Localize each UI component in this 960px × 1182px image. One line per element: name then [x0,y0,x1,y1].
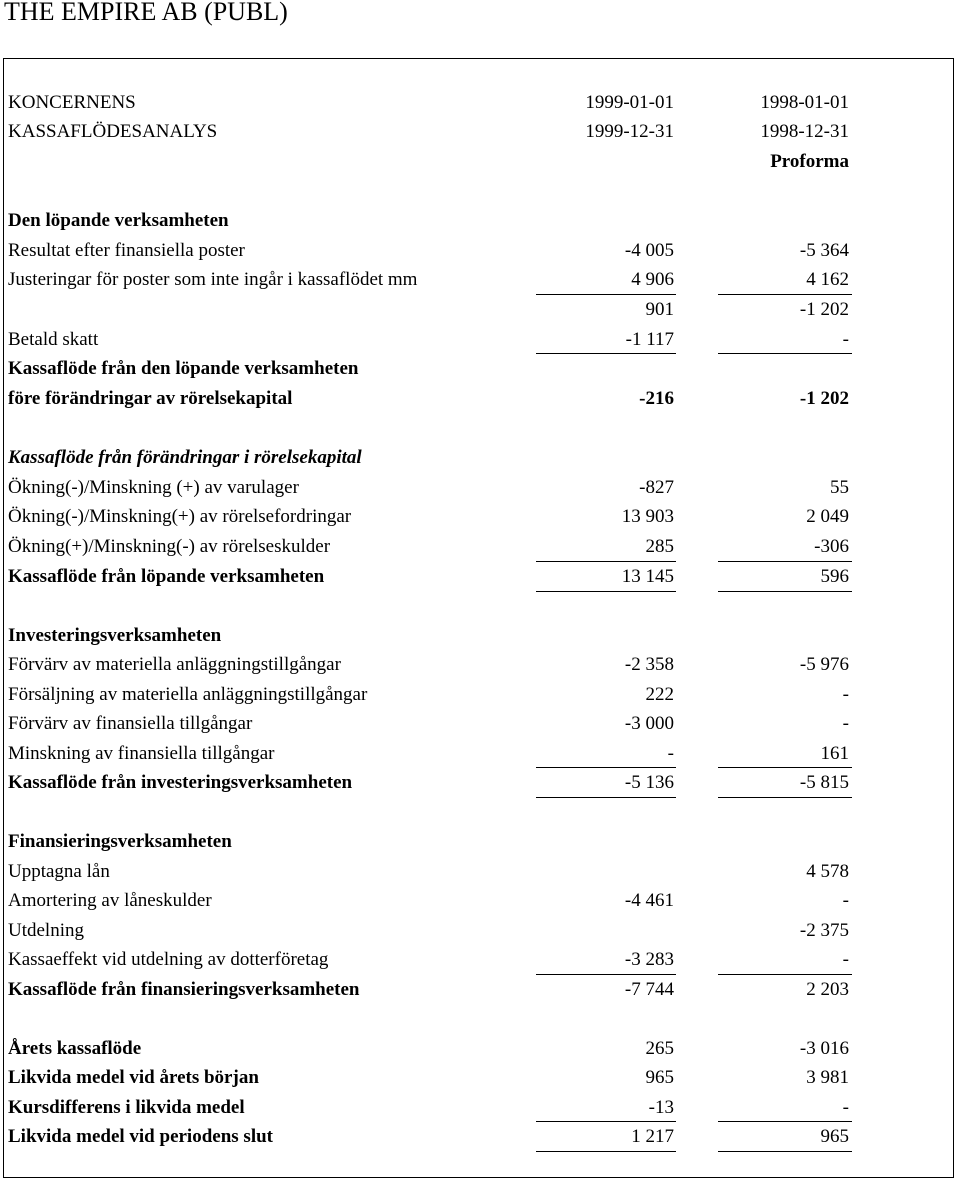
row-label: Justeringar för poster som inte ingår i kassaflödet mm [8,269,418,290]
table-row [4,857,949,887]
row-value-1999: 265 [645,1038,674,1059]
header-col2-line2: 1998-12-31 [760,121,849,142]
row-label: Finansieringsverksamheten [8,831,232,852]
table-row-total [4,768,949,798]
table-row-total [4,975,949,1005]
row-label: Ökning(+)/Minskning(-) av rörelseskulder [8,536,331,557]
underline-rule [536,974,676,975]
row-value-1999: 4 906 [631,269,674,290]
underline-rule [536,591,676,592]
underline-rule [536,561,676,562]
table-row [4,325,949,355]
row-value-1999: 965 [645,1067,674,1088]
row-label: Likvida medel vid periodens slut [8,1126,273,1147]
row-value-1999: 222 [645,684,674,705]
row-value-1999: -216 [639,388,674,409]
section-heading-operating [4,206,949,236]
row-label: Kassaflöde från den löpande verksamheten [8,358,359,379]
row-value-1999: 1 217 [631,1126,674,1147]
row-label: före förändringar av rörelsekapital [8,388,293,409]
row-value-1998: 3 981 [806,1067,849,1088]
row-value-1998: -1 202 [799,388,849,409]
row-value-1999: 13 903 [621,506,674,527]
header-row-3 [4,147,949,177]
header-row-2 [4,117,949,147]
row-value-1998: 2 049 [806,506,849,527]
table-row [4,650,949,680]
row-label: Investeringsverksamheten [8,625,222,646]
header-col1-line1: 1999-01-01 [585,92,674,113]
row-label: Kassaflöde från investeringsverksamheten [8,772,353,793]
row-value-1998: 161 [820,743,849,764]
table-row [4,945,949,975]
underline-rule [536,797,676,798]
section-heading-investing [4,621,949,651]
row-value-1999: -2 358 [624,654,674,675]
row-value-1999: -3 283 [624,949,674,970]
row-label: Förvärv av materiella anläggningstillgångar [8,654,341,675]
row-value-1998: -3 016 [799,1038,849,1059]
row-label: Ökning(-)/Minskning(+) av rörelsefordringar [8,506,352,527]
table-row [4,886,949,916]
row-value-1998: -5 815 [799,772,849,793]
row-value-1998: - [842,713,849,734]
table-row [4,265,949,295]
table-row-summary [4,1034,949,1064]
underline-rule [536,767,676,768]
underline-rule [718,591,852,592]
underline-rule [718,294,852,295]
row-value-1998: - [842,329,849,350]
row-value-1998: 596 [820,566,849,587]
header-col1-line2: 1999-12-31 [585,121,674,142]
row-label: Minskning av finansiella tillgångar [8,743,275,764]
underline-rule [718,974,852,975]
document-title: THE EMPIRE AB (PUBL) [4,0,288,26]
row-label: Kursdifferens i likvida medel [8,1097,245,1118]
row-value-1998: 4 162 [806,269,849,290]
row-label: Likvida medel vid årets början [8,1067,259,1088]
row-label: Försäljning av materiella anläggningstillgångar [8,684,368,705]
header-label-line1: KONCERNENS [8,92,136,113]
table-row [4,236,949,266]
row-value-1998: 965 [820,1126,849,1147]
table-row-total-heading [4,354,949,384]
table-row [4,709,949,739]
row-value-1999: 901 [645,299,674,320]
underline-rule [718,353,852,354]
section-heading-working-capital [4,443,949,473]
row-value-1998: -306 [814,536,849,557]
row-label: Betald skatt [8,329,99,350]
underline-rule [718,1121,852,1122]
underline-rule [536,1121,676,1122]
header-label-line2: KASSAFLÖDESANALYS [8,121,218,142]
table-row [4,739,949,769]
table-row [4,502,949,532]
table-row [4,916,949,946]
table-row-subtotal [4,295,949,325]
row-label: Kassaflöde från förändringar i rörelsekapital [8,447,362,468]
row-value-1999: -1 117 [625,329,674,350]
row-label: Amortering av låneskulder [8,890,212,911]
row-value-1998: - [842,684,849,705]
row-label: Upptagna lån [8,861,110,882]
header-col2-proforma: Proforma [770,151,849,172]
row-value-1998: 4 578 [806,861,849,882]
table-row-total [4,384,949,414]
row-label: Förvärv av finansiella tillgångar [8,713,253,734]
header-row-1 [4,88,949,118]
row-value-1998: - [842,890,849,911]
header-col2-line1: 1998-01-01 [760,92,849,113]
underline-rule [536,294,676,295]
row-label: Kassaflöde från löpande verksamheten [8,566,325,587]
underline-rule [536,1151,676,1152]
table-row-total [4,562,949,592]
row-value-1998: -2 375 [799,920,849,941]
row-label: Ökning(-)/Minskning (+) av varulager [8,477,299,498]
row-value-1999: -7 744 [624,979,674,1000]
row-value-1998: - [842,949,849,970]
row-value-1999: -13 [648,1097,674,1118]
row-value-1998: -1 202 [799,299,849,320]
underline-rule [718,561,852,562]
row-value-1999: -4 005 [624,240,674,261]
underline-rule [718,797,852,798]
row-value-1999: -3 000 [624,713,674,734]
row-label: Den löpande verksamheten [8,210,229,231]
row-value-1998: 2 203 [806,979,849,1000]
table-row [4,680,949,710]
row-label: Kassaflöde från finansieringsverksamheten [8,979,360,1000]
row-value-1999: 13 145 [621,566,674,587]
row-label: Kassaeffekt vid utdelning av dotterföretag [8,949,329,970]
row-value-1998: -5 976 [799,654,849,675]
row-value-1999: -5 136 [624,772,674,793]
row-label: Resultat efter finansiella poster [8,240,245,261]
table-row-summary [4,1122,949,1152]
row-label: Årets kassaflöde [8,1038,142,1059]
row-value-1998: -5 364 [799,240,849,261]
section-heading-financing [4,827,949,857]
row-value-1999: - [667,743,674,764]
row-value-1998: 55 [830,477,849,498]
underline-rule [718,767,852,768]
row-value-1999: -4 461 [624,890,674,911]
table-row [4,532,949,562]
row-label: Utdelning [8,920,84,941]
table-row-summary [4,1093,949,1123]
row-value-1999: 285 [645,536,674,557]
table-row-summary [4,1063,949,1093]
underline-rule [718,1151,852,1152]
underline-rule [536,353,676,354]
row-value-1998: - [842,1097,849,1118]
table-row [4,473,949,503]
row-value-1999: -827 [639,477,674,498]
